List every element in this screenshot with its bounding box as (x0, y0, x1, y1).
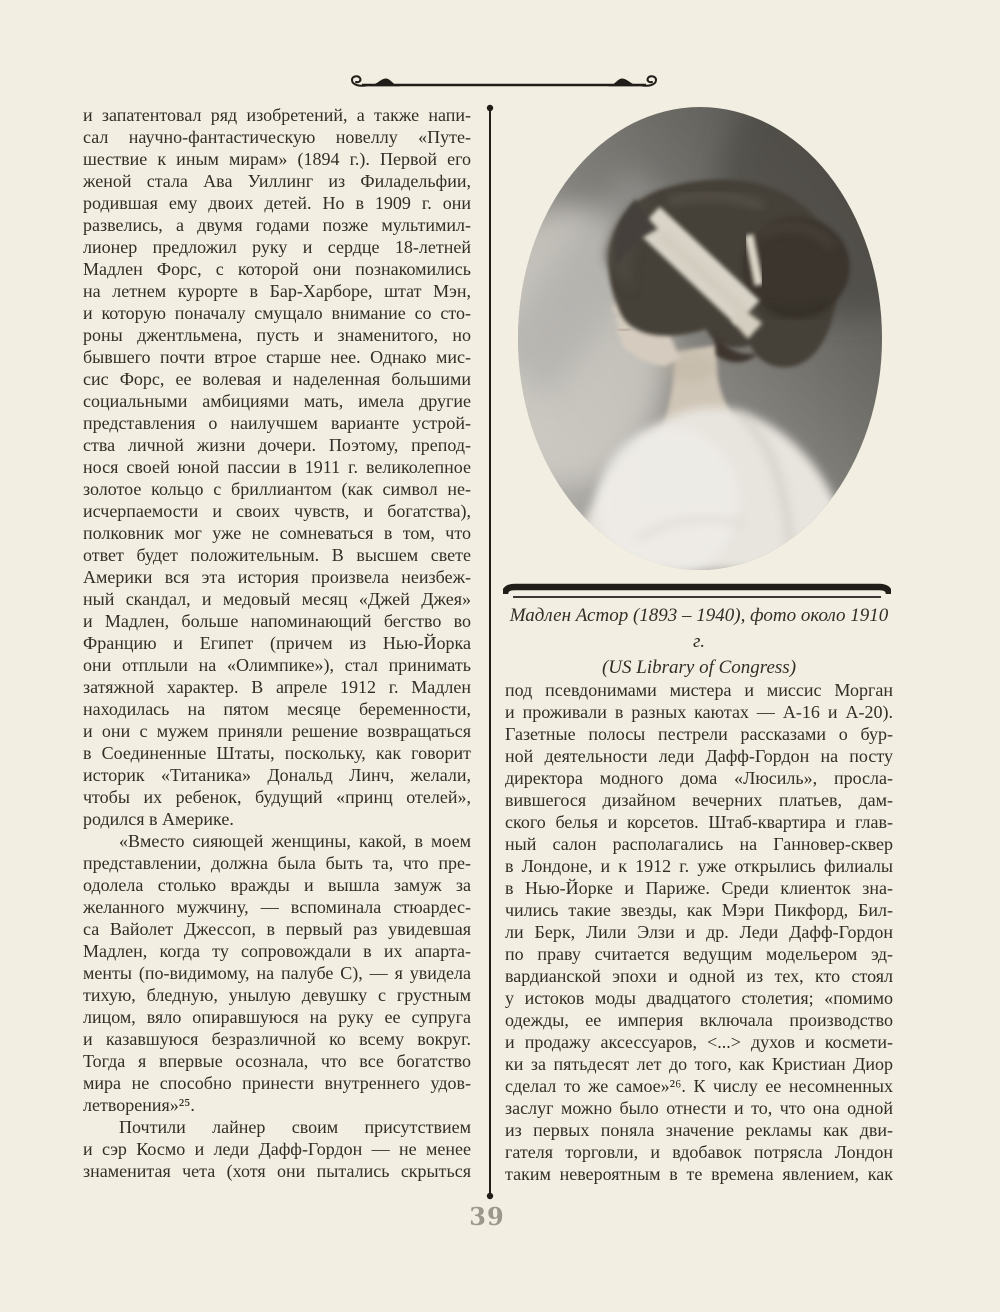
text-line: у истоков моды двадцатого столетия; «помимо (505, 988, 893, 1008)
text-line: ный скандал, и медовый месяц «Джей Джея» (83, 589, 471, 609)
text-line: гателя торговли, и вдобавок потрясла Лондон (505, 1142, 893, 1162)
text-line: тихую, бледную, унылую девушку с грустным (83, 985, 471, 1005)
text-line: полковник мог уже не сомневаться в том, что (83, 523, 471, 543)
text-line: вардианской эпохи и одной из тех, кто стоял (505, 966, 893, 986)
text-line: Мадлен Форс, с которой они познакомились (83, 259, 471, 279)
text-line: сис Форс, ее волевая и наделенная большими (83, 369, 471, 389)
text-line: менты (по-видимому, на палубе С), — я увидела (83, 963, 471, 983)
text-line: ответ будет положительным. В высшем свете (83, 545, 471, 565)
text-line: исчерпаемости и своих чувств, и богатства), (83, 501, 471, 521)
text-line: желанного мужчину, — вспоминала стюардес- (83, 897, 471, 917)
text-line: по праву считается ведущим модельером эд- (505, 944, 893, 964)
text-line: и Мадлен, больше напоминающий бегство во (83, 611, 471, 631)
text-line: одолела столько вражды и вышла замуж за (83, 875, 471, 895)
left-text-column (83, 104, 471, 1182)
text-line: сделал то же самое»²⁶. К числу ее несомненных (505, 1076, 893, 1096)
text-line: Мадлен, когда ту сопровождали в их апарта- (83, 941, 471, 961)
text-line: Тогда я впервые осознала, что все богатство (83, 1051, 471, 1071)
text-line: вившегося дизайном вечерних платьев, дам- (505, 790, 893, 810)
text-line: са Вайолет Джессоп, в первый раз увидевшая (83, 919, 471, 939)
text-line: развелись, а двумя годами позже мультимил- (83, 215, 471, 235)
text-line: из первых поняла значение рекламы как дви- (505, 1120, 893, 1140)
text-line: и они с мужем приняли решение возвращаться (83, 721, 471, 741)
text-line: знаменитая чета (хотя они пытались скрыться (83, 1161, 471, 1181)
text-line: представлении, должна была быть та, что пре- (83, 853, 471, 873)
text-line: нося своей юной пассии в 1911 г. великолепное (83, 457, 471, 477)
text-line: лионер предложил руку и сердце 18-летней (83, 237, 471, 257)
text-line: социальными амбициями мать, имела другие (83, 391, 471, 411)
text-line: и сэр Космо и леди Дафф-Гордон — не менее (83, 1139, 471, 1159)
text-line: под псевдонимами мистера и миссис Морган (505, 680, 893, 700)
caption-rule (503, 583, 891, 599)
text-line: и продажу аксессуаров, <...> духов и космети- (505, 1032, 893, 1052)
text-line: на летнем курорте в Бар-Харборе, штат Мэн, (83, 281, 471, 301)
paragraph (83, 1116, 471, 1182)
text-line: ли Берк, Лили Элзи и др. Леди Дафф-Гордон (505, 922, 893, 942)
text-line: летворения»²⁵. (83, 1095, 195, 1115)
paragraph (83, 830, 471, 1116)
text-line: роны джентльмена, пусть и знаменитого, но (83, 325, 471, 345)
paragraph (505, 679, 893, 1185)
text-line: таким невероятным в те времена явлением, как (505, 1164, 893, 1184)
page-number: 39 (469, 1202, 505, 1231)
text-line: ки за пятьдесят лет до того, как Кристиан Диор (505, 1054, 893, 1074)
text-line: сал научно-фантастическую новеллу «Путе- (83, 127, 471, 147)
text-line: ского белья и корсетов. Штаб-квартира и глав- (505, 812, 893, 832)
text-line: родившая ему двоих детей. Но в 1909 г. они (83, 193, 471, 213)
text-line: директора модного дома «Люсиль», просла- (505, 768, 893, 788)
text-line: и проживали в разных каютах — А-16 и А-20). (505, 702, 893, 722)
text-line: ства личной жизни дочери. Поэтому, препод- (83, 435, 471, 455)
right-text-column (505, 679, 893, 1185)
text-line: бывшего почти втрое старше нее. Однако мис- (83, 347, 471, 367)
text-line: Францию и Египет (причем из Нью-Йорка (83, 633, 471, 653)
figure-caption (505, 603, 893, 681)
text-line: Америки вся эта история произвела неизбеж- (83, 567, 471, 587)
column-divider-rule (485, 102, 495, 1202)
text-line: и запатентовал ряд изобретений, а также напи- (83, 105, 471, 125)
text-line: одежды, ее империя включала производство (505, 1010, 893, 1030)
text-line: Почтили лайнер своим присутствием (119, 1117, 471, 1137)
text-line: в Нью-Йорке и Париже. Среди клиенток зна- (505, 878, 893, 898)
figure-caption-title: Мадлен Астор (1893 – 1940), фото около 1910 г. (509, 605, 889, 652)
text-line: и казавшуюся безразличной ко всему вокруг. (83, 1029, 471, 1049)
text-line: представления о наилучшем варианте устрой- (83, 413, 471, 433)
ornament-divider (348, 74, 660, 96)
text-line: в Лондоне, и к 1912 г. уже открылись филиалы (505, 856, 893, 876)
text-line: затяжной характер. В апреле 1912 г. Мадлен (83, 677, 471, 697)
text-line: «Вместо сияющей женщины, какой, в моем (119, 831, 471, 851)
text-line: и которую поначалу смущало внимание со сто- (83, 303, 471, 323)
text-line: лицом, вяло опиравшуюся на руку ее супруга (83, 1007, 471, 1027)
text-line: золотое кольцо с бриллиантом (как символ не- (83, 479, 471, 499)
text-line: историк «Титаника» Дональд Линч, желали, (83, 765, 471, 785)
figure-caption-credit: (US Library of Congress) (601, 657, 797, 678)
text-line: ный салон располагались на Ганновер-сквер (505, 834, 893, 854)
text-line: чились такие звезды, как Мэри Пикфорд, Бил- (505, 900, 893, 920)
text-line: находилась на пятом месяце беременности, (83, 699, 471, 719)
text-line: родился в Америке. (83, 809, 234, 829)
text-line: женой стала Ава Уиллинг из Филадельфии, (83, 171, 471, 191)
text-line: заслуг можно было отнести и то, что она одной (505, 1098, 893, 1118)
paragraph (83, 104, 471, 830)
madeleine-astor-portrait-photo (518, 107, 882, 570)
text-line: они отплыли на «Олимпике»), стал принимать (83, 655, 471, 675)
text-line: шествие к иным мирам» (1894 г.). Первой его (83, 149, 471, 169)
text-line: чтобы их ребенок, будущий «принц отелей», (83, 787, 471, 807)
text-line: в Соединенные Штаты, поскольку, как говорит (83, 743, 471, 763)
text-line: ной деятельности леди Дафф-Гордон на посту (505, 746, 893, 766)
text-line: мира не способно принести внутреннего удов- (83, 1073, 471, 1093)
text-line: Газетные полосы пестрели рассказами о бур- (505, 724, 893, 744)
